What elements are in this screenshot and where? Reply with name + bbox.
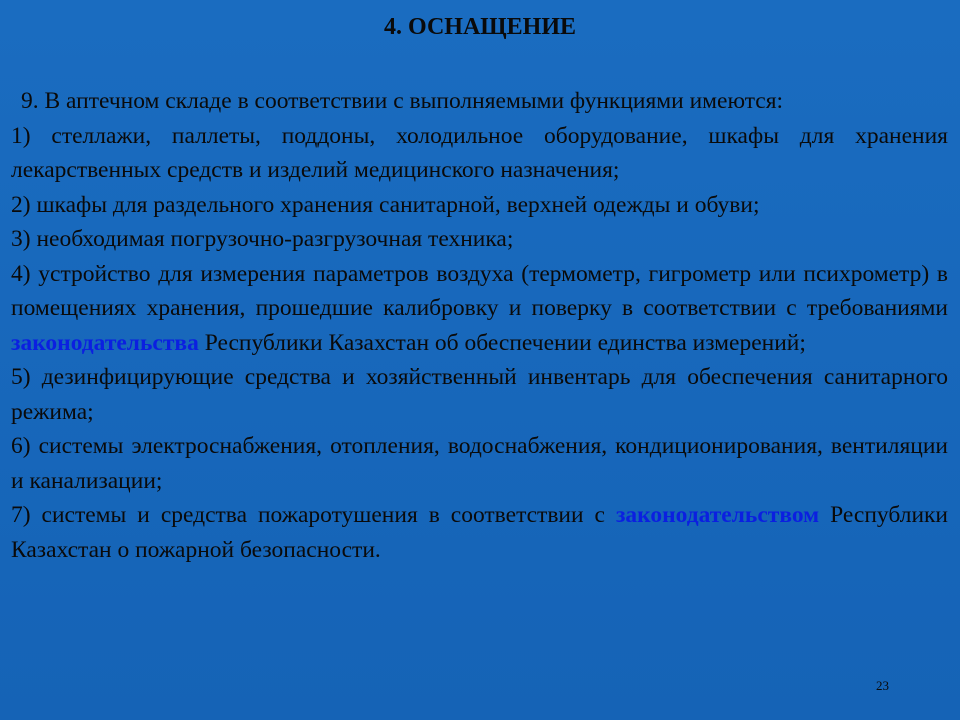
list-item-4-text-after: Республики Казахстан об обеспечении единства измерений;: [198, 329, 806, 356]
list-item-4: [11, 257, 948, 361]
fire-safety-legislation-link[interactable]: законодательством: [615, 502, 820, 528]
list-item-7-text-after: Республики Казахстан о пожарной безопасности.: [11, 502, 949, 563]
list-item-1: 1) стеллажи, паллеты, поддоны, холодильное оборудование, шкафы для хранения лекарственных средств и изделий медицинского назначения;: [11, 122, 948, 183]
slide-title: 4. ОСНАЩЕНИЕ: [384, 14, 576, 40]
legislation-link[interactable]: законодательства: [11, 329, 199, 356]
list-item-3: 3) необходимая погрузочно-разгрузочная техника;: [11, 226, 514, 252]
list-item-7: [11, 498, 948, 567]
list-item-6: 6) системы электроснабжения, отопления, водоснабжения, кондиционирования, вентиляции и канализации;: [11, 433, 948, 494]
list-item-7-text-before: 7) системы и средства пожаротушения в соответствии с: [11, 502, 616, 528]
intro-paragraph: 9. В аптечном складе в соответствии с выполняемыми функциями имеются:: [21, 88, 784, 114]
list-item-5: 5) дезинфицирующие средства и хозяйственный инвентарь для обеспечения санитарного режима;: [11, 364, 948, 425]
page-number: 23: [876, 678, 889, 693]
list-item-4-text-before: 4) устройство для измерения параметров воздуха (термометр, гигрометр или психрометр) в помещениях хранения, прошедшие калибровку и поверку в соответствии с требованиями: [11, 260, 948, 321]
slide-body: [11, 84, 948, 567]
list-item-2: 2) шкафы для раздельного хранения санитарной, верхней одежды и обуви;: [11, 191, 760, 218]
